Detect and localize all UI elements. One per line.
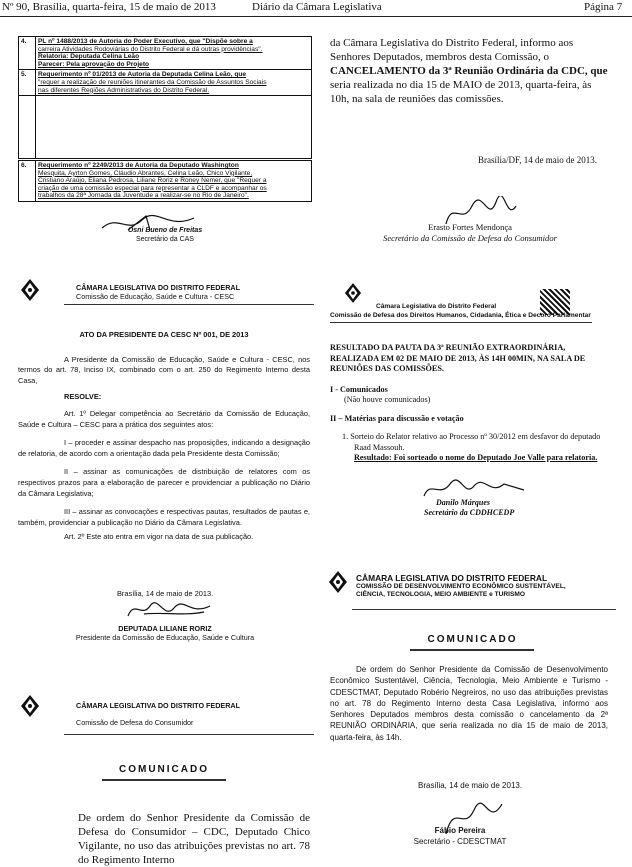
page-header: [0, 0, 632, 17]
cddhcedp-signature-block: Danilo Márques Secretário da CDDHCEDP: [424, 498, 515, 517]
issue-info: Nº 90, Brasília, quarta-feira, 15 de maio de 2013: [2, 1, 216, 13]
cdesctmat-signature-block: Fábio Pereira Secretário - CDESCTMAT: [413, 826, 507, 846]
cesc-act: ATO DA PRESIDENTE DA CESC Nº 001, DE 2013 A Presidente da Comissão de Educação, Saúde e Cultura - CESC, nos termos do art. 78, Inciso IX, combinado com o art. 250 do Regimento Interno desta Casa, RESOLVE: Art. 1º Delegar competência ao Secretário da Comissão de Educação, Saúde e Cultura – CESC para a prática dos seguintes atos: I – proceder e assinar despacho nas proposições, indicando a designação de relatoria, de acordo com a orientação dada pela Presidente desta Comissão; II – assinar as comunicações de distribuição de relatores com os respectivos prazos para a elaboração de parecer e providenciar a publicação no Diário da Câmara Legislativa; III – assinar as convocações e respectivas pautas, resultados de pautas e, também, providenciar a publicação no Diário da Câmara Legislativa. Art. 2º Este ato entra em vigor na data de sua publicação.: [18, 330, 310, 542]
cesc-letterhead: CÂMARA LEGISLATIVA DO DISTRITO FEDERAL Comissão de Educação, Saúde e Cultura - CESC: [76, 283, 240, 301]
cdc-date: Brasília/DF, 14 de maio de 2013.: [478, 155, 598, 165]
cdc-body-continued: da Câmara Legislativa do Distrito Federal, informo aos Senhores Deputados, membros desta Comissão, o CANCELAMENTO da 3ª Reunião Ordinária da CDC, que seria realizada no dia 15 de MAIO de 2013, quarta-feira, às 10h, na sala de reuniões das comissões.: [330, 37, 608, 105]
crest-icon: [328, 570, 348, 594]
divider: [64, 734, 314, 735]
table-row: 4. PL nº 1488/2013 de Autoria do Poder Executivo, que "Dispõe sobre a carreira Atividades Rodoviárias do Distrito Federal e dá outras providências". Relatoria: Deputada Celina Leão Parecer: Pela aprovação do Projeto: [19, 37, 312, 70]
divider: [64, 304, 314, 305]
cdc-letterhead: CÂMARA LEGISLATIVA DO DISTRITO FEDERAL Comissão de Defesa do Consumidor: [76, 701, 240, 727]
cdc-signature-block: Erasto Fortes Mendonça Secretário da Comissão de Defesa do Consumidor: [383, 222, 557, 243]
signature-image: [124, 598, 214, 622]
crest-icon: [20, 694, 40, 718]
table-row: 5. Requerimento nº 01/2013 de Autoria da Deputada Celina Leão, que "requer a realização de reuniões itinerantes da Comissão de Assuntos Sociais nas diferentes Regiões Administrativas do Distrito Federal.: [19, 70, 312, 96]
cesc-signature-block: DEPUTADA LILIANE RORIZ Presidente da Comissão de Educação, Saúde e Cultura: [75, 624, 255, 642]
divider: [330, 322, 592, 323]
table-row: 6. Requerimento nº 2249/2013 de Autoria da Deputado Washington Mesquita, Ayrton Gomes, Cláudio Abrantes, Celina Leão, Chico Vigilante, Cristiano Araújo, Eliana Pedrosa, Liliane Roriz e Roney Nemer, que "Requer a criação de uma comissão especial para representar a CLDF e acompanhar os trabalhos da 28ª Jornada da Juventude a realizar-se no Rio de Janeiro".: [19, 161, 312, 202]
act-title: ATO DA PRESIDENTE DA CESC Nº 001, DE 2013: [79, 330, 249, 339]
journal-title: Diário da Câmara Legislativa: [252, 1, 382, 13]
divider: [352, 609, 616, 610]
cdesctmat-letterhead: CÂMARA LEGISLATIVA DO DISTRITO FEDERAL COMISSÃO DE DESENVOLVIMENTO ECONÔMICO SUSTENTÁVEL, CIÊNCIA, TECNOLOGIA, MEIO AMBIENTE e TURISMO: [356, 573, 566, 598]
agenda-table-2: [18, 160, 312, 202]
crest-icon: [20, 278, 40, 302]
page-number: Página 7: [584, 1, 623, 13]
cddhcedp-letterhead: Câmara Legislativa do Distrito Federal Comissão de Defesa dos Direitos Humanos, Cidadania, Ética e Decoro Parlamentar: [330, 303, 591, 319]
cdesctmat-body: De ordem do Senhor Presidente da Comissão de Desenvolvimento Econômico Sustentável, Ciência, Tecnologia, Meio Ambiente e Turismo - CDESCTMAT, Deputado Robério Negreiros, no uso das atribuições previstas no art. 78 do Regimento Interno desta Casa Legislativa, informo aos Senhores Deputados membros desta comissão o cancelamento da 2ª REUNIÃO ORDINÁRIA, que seria realizada no dia 15 de maio de 2013, quarta-feira, às 14h.: [330, 665, 608, 742]
cdesctmat-date: Brasília, 14 de maio de 2013.: [418, 781, 523, 790]
cas-signature-block: Osni Bueno de Freitas Secretário da CAS: [127, 227, 203, 243]
cddhcedp-result: RESULTADO DA PAUTA DA 3ª REUNIÃO EXTRAORDINÁRIA, REALIZADA EM 02 DE MAIO DE 2013, ÀS 14H 00MIN, NA SALA DE REUNIÕES DAS COMISSÕES. I - Comunicados (Não houve comunicados) II – Matérias para discussão e votação 1. Sorteio do Relator relativo ao Processo nº 30/2012 em desfavor do deputado Raad Massouh. Resultado: Foi sorteado o nome do Deputado Joe Valle para relatoria.: [330, 343, 601, 462]
cesc-date: Brasília, 14 de maio de 2013.: [117, 589, 214, 598]
cdc-body: De ordem do Senhor Presidente da Comissão de Defesa do Consumidor – CDC, Deputado Chico Vigilante, no uso das atribuições previstas no art. 78 do Regimento Interno: [78, 812, 310, 866]
title-underline: [102, 779, 226, 781]
agenda-table-1: [18, 36, 312, 159]
cdc-comunicado-title: COMUNICADO: [119, 764, 209, 775]
cdesctmat-comunicado-title: COMUNICADO: [427, 634, 518, 645]
crest-icon: [344, 282, 362, 304]
title-underline: [410, 649, 534, 651]
